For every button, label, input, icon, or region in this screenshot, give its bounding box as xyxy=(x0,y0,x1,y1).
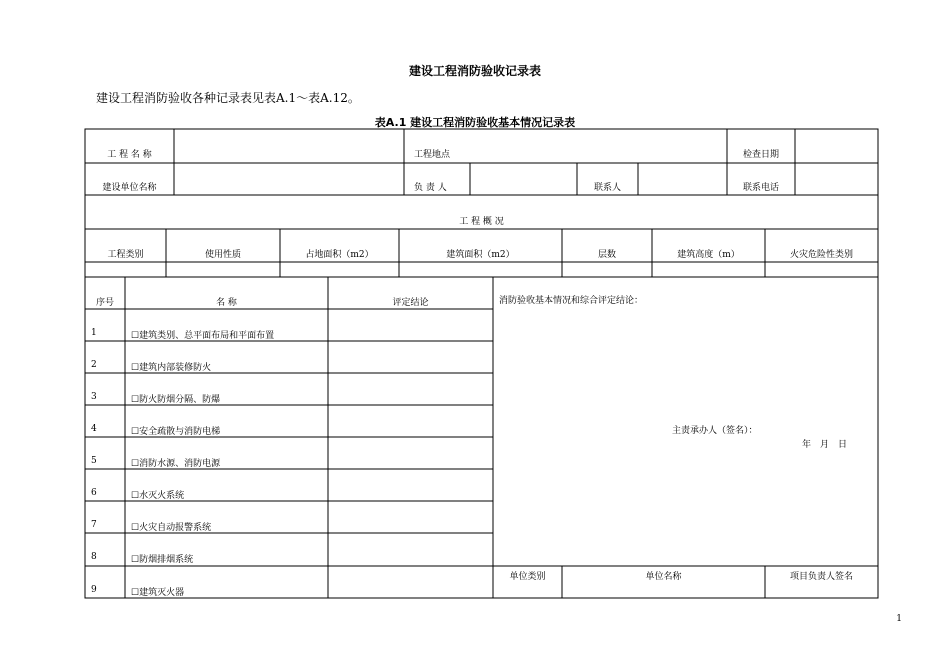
items-col-name: 名 称 xyxy=(216,298,237,308)
item-no: 3 xyxy=(91,392,97,402)
item-name: ☐建筑类别、总平面布局和平面布置 xyxy=(131,331,275,341)
project-location-label: 工程地点 xyxy=(414,150,451,160)
items-col-no: 序号 xyxy=(95,298,114,308)
person-in-charge-label: 负 责 人 xyxy=(414,183,447,193)
overview-col-usage: 使用性质 xyxy=(204,250,241,260)
item-name: ☐建筑内部装修防火 xyxy=(131,363,212,373)
items-col-result: 评定结论 xyxy=(392,298,429,308)
overview-col-height: 建筑高度（m） xyxy=(677,250,740,260)
item-name: ☐安全疏散与消防电梯 xyxy=(131,427,221,437)
unit-name-label: 单位名称 xyxy=(645,572,682,582)
item-name: ☐建筑灭火器 xyxy=(131,588,185,598)
document-title: 建设工程消防验收记录表 xyxy=(408,64,541,78)
overview-col-building-area: 建筑面积（m2） xyxy=(446,250,515,260)
item-name: ☐火灾自动报警系统 xyxy=(131,523,212,533)
item-name: ☐防烟排烟系统 xyxy=(131,555,194,565)
item-name: ☐水灭火系统 xyxy=(131,491,185,501)
overview-col-fire-hazard: 火灾危险性类别 xyxy=(789,250,853,260)
item-no: 9 xyxy=(91,585,97,595)
leader-sign-label: 项目负责人签名 xyxy=(789,572,853,582)
item-no: 6 xyxy=(91,488,97,498)
table-caption: 表A.1 建设工程消防验收基本情况记录表 xyxy=(374,116,576,129)
overview-col-type: 工程类别 xyxy=(107,250,144,260)
signature-label: 主责承办人（签名）： xyxy=(672,426,758,436)
overview-title: 工 程 概 况 xyxy=(459,217,504,227)
summary-label: 消防验收基本情况和综合评定结论： xyxy=(499,296,644,306)
page-number: 1 xyxy=(896,614,902,624)
item-name: ☐消防水源、消防电源 xyxy=(131,459,221,469)
overview-col-land-area: 占地面积（m2） xyxy=(305,250,374,260)
item-no: 4 xyxy=(91,424,97,434)
item-no: 1 xyxy=(91,328,97,338)
overview-col-floors: 层数 xyxy=(597,250,616,260)
contact-person-label: 联系人 xyxy=(593,183,621,193)
contact-phone-label: 联系电话 xyxy=(742,183,779,193)
item-no: 2 xyxy=(91,360,97,370)
project-name-label: 工 程 名 称 xyxy=(107,150,152,160)
inspection-date-label: 检查日期 xyxy=(742,150,779,160)
item-no: 7 xyxy=(91,520,97,530)
item-name: ☐防火防烟分隔、防爆 xyxy=(131,395,221,405)
signature-date: 年 月 日 xyxy=(802,440,848,450)
intro-text: 建设工程消防验收各种记录表见表A.1～表A.12。 xyxy=(96,91,360,105)
builder-name-label: 建设单位名称 xyxy=(102,183,157,193)
unit-type-label: 单位类别 xyxy=(509,572,546,582)
item-no: 5 xyxy=(91,456,97,466)
item-no: 8 xyxy=(91,552,97,562)
